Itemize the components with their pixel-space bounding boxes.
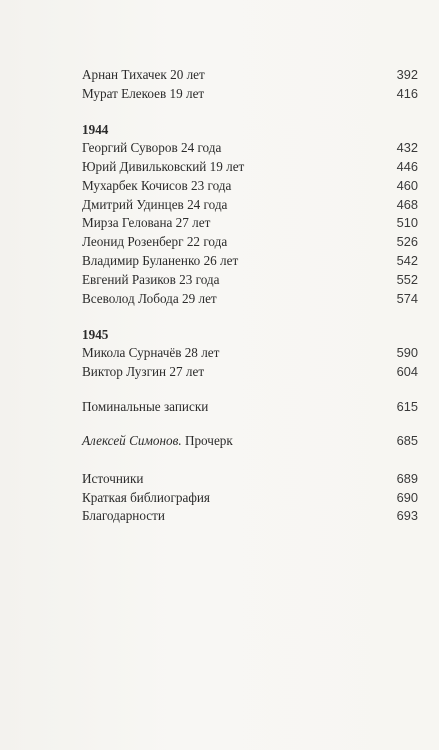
toc-entry-page: 392: [396, 67, 418, 82]
toc-entry-page: 526: [396, 234, 418, 250]
toc-entry-page: 590: [396, 344, 418, 360]
toc-entry-title: Микола Сурначёв 28 лет: [82, 344, 220, 360]
toc-entry: [82, 489, 418, 508]
toc-entry-title: Мухарбек Кочисов 23 года: [82, 177, 232, 193]
toc-entry-title: Арнан Тихачек 20 лет: [82, 67, 205, 82]
toc-entry-afterword: [82, 432, 418, 451]
toc-entry-title: Владимир Буланенко 26 лет: [82, 253, 239, 269]
afterword-author: Алексей Симонов.: [82, 432, 182, 448]
toc-entry-page: 685: [396, 432, 418, 448]
table-of-contents: [82, 66, 418, 526]
toc-entry: [82, 507, 418, 526]
toc-entry-title: Дмитрий Удинцев 24 года: [82, 196, 228, 212]
afterword-title: Прочерк: [181, 432, 233, 448]
toc-entry-title: Краткая библиография: [82, 489, 210, 505]
toc-entry-page: 416: [396, 85, 418, 101]
toc-entry: [82, 470, 418, 489]
year-heading-1945: 1945: [82, 326, 109, 342]
toc-entry-page: 542: [396, 253, 418, 269]
toc-entry-page: 574: [396, 291, 418, 307]
toc-entry: [82, 214, 418, 233]
year-heading-1944: 1944: [82, 121, 109, 137]
toc-entry-title: Леонид Розенберг 22 года: [82, 234, 228, 250]
toc-entry-title: Георгий Суворов 24 года: [82, 139, 222, 155]
toc-entry-title: Евгений Разиков 23 года: [82, 272, 220, 288]
toc-entry-page: 510: [396, 215, 418, 231]
toc-entry: [82, 271, 418, 290]
toc-entry-title: Мурат Елекоев 19 лет: [82, 85, 205, 101]
toc-entry-title: Всеволод Лобода 29 лет: [82, 291, 217, 307]
toc-entry-title: Источники: [82, 470, 144, 486]
toc-entry-page: 552: [396, 272, 418, 288]
toc-entry-page: 460: [396, 177, 418, 193]
toc-entry-page: 693: [396, 508, 418, 524]
toc-entry-page: 690: [396, 489, 418, 505]
toc-entry: [82, 344, 418, 363]
toc-entry: [82, 196, 418, 215]
toc-entry-page: 689: [396, 470, 418, 486]
toc-entry-page: 446: [396, 158, 418, 174]
toc-entry: [82, 158, 418, 177]
toc-entry-title: Виктор Лузгин 27 лет: [82, 363, 205, 379]
toc-entry-title: Мирза Гелована 27 лет: [82, 215, 211, 231]
toc-entry: [82, 139, 418, 158]
toc-entry-memorial: [82, 398, 418, 417]
toc-entry: [82, 233, 418, 252]
toc-entry: [82, 177, 418, 196]
toc-entry-title: Благодарности: [82, 508, 165, 524]
toc-entry-page: 468: [396, 196, 418, 212]
toc-entry-title: Юрий Дивильковский 19 лет: [82, 158, 245, 174]
toc-entry: [82, 85, 418, 104]
toc-entry-page: 615: [396, 398, 418, 414]
toc-entry-page: 432: [396, 139, 418, 155]
toc-entry: [82, 363, 418, 382]
toc-entry: [82, 66, 418, 85]
toc-entry-title: [82, 432, 389, 451]
toc-entry: [82, 290, 418, 309]
toc-entry-page: 604: [396, 363, 418, 379]
toc-entry-title: Поминальные записки: [82, 398, 209, 414]
toc-entry: [82, 252, 418, 271]
